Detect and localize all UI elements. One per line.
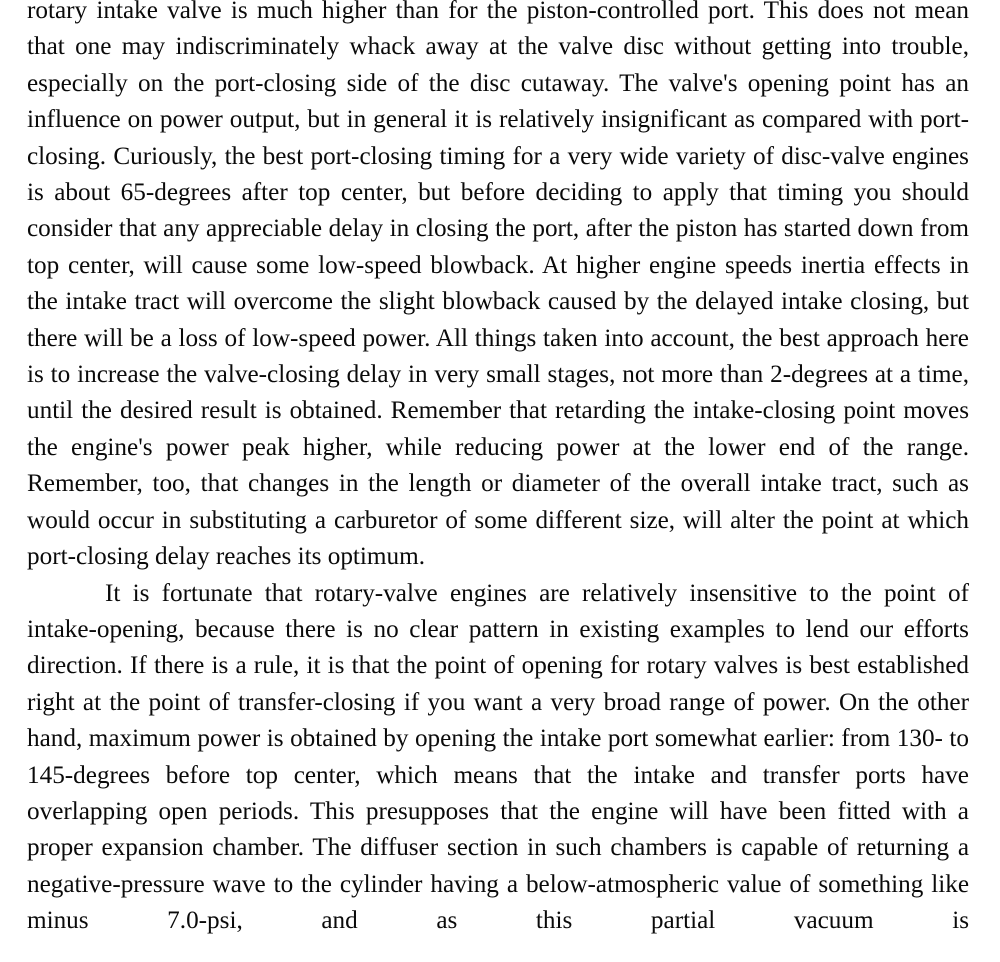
- paragraph-continued: rotary intake valve is much higher than for the piston-controlled port. This does not mean that one may indiscriminately whack away at the valve disc without getting into trouble, especially on the port-closing side of the disc cutaway. The valve's opening point has an influence on power output, but in general it is relatively insignificant as compared with port-closing. Curiously, the best port-closing timing for a very wide variety of disc-valve engines is about 65-degrees after top center, but before deciding to apply that timing you should consider that any appreciable delay in closing the port, after the piston has started down from top center, will cause some low-speed blowback. At higher engine speeds inertia effects in the intake tract will overcome the slight blowback caused by the delayed intake closing, but there will be a loss of low-speed power. All things taken into account, the best approach here is to increase the valve-closing delay in very small stages, not more than 2-degrees at a time, until the desired result is obtained. Remember that retarding the intake-closing point moves the engine's power peak higher, while reducing power at the lower end of the range. Remember, too, that changes in the length or diameter of the overall intake tract, such as would occur in substituting a carburetor of some different size, will alter the point at which port-closing delay reaches its optimum.: [27, 0, 969, 571]
- body-text-column: [27, 0, 969, 962]
- paragraph-text: It is fortunate that rotary-valve engines are relatively insensitive to the point of intake-opening, because there is no clear pattern in existing examples to lend our efforts direction. If there is a rule, it is that the point of opening for rotary valves is best established right at the point of transfer-closing if you want a very broad range of power. On the other hand, maximum power is obtained by opening the intake port somewhat earlier: from 130- to 145-degrees before top center, which means that the intake and transfer ports have overlapping open periods. This presupposes that the engine will have been fitted with a proper expansion chamber. The diffuser section in such chambers is capable of returning a negative-pressure wave to the cylinder having a below-atmospheric value of something like minus 7.0-psi, and as this partial vacuum is: [27, 579, 969, 935]
- paragraph-rotary-valve-intake-opening: [27, 576, 969, 962]
